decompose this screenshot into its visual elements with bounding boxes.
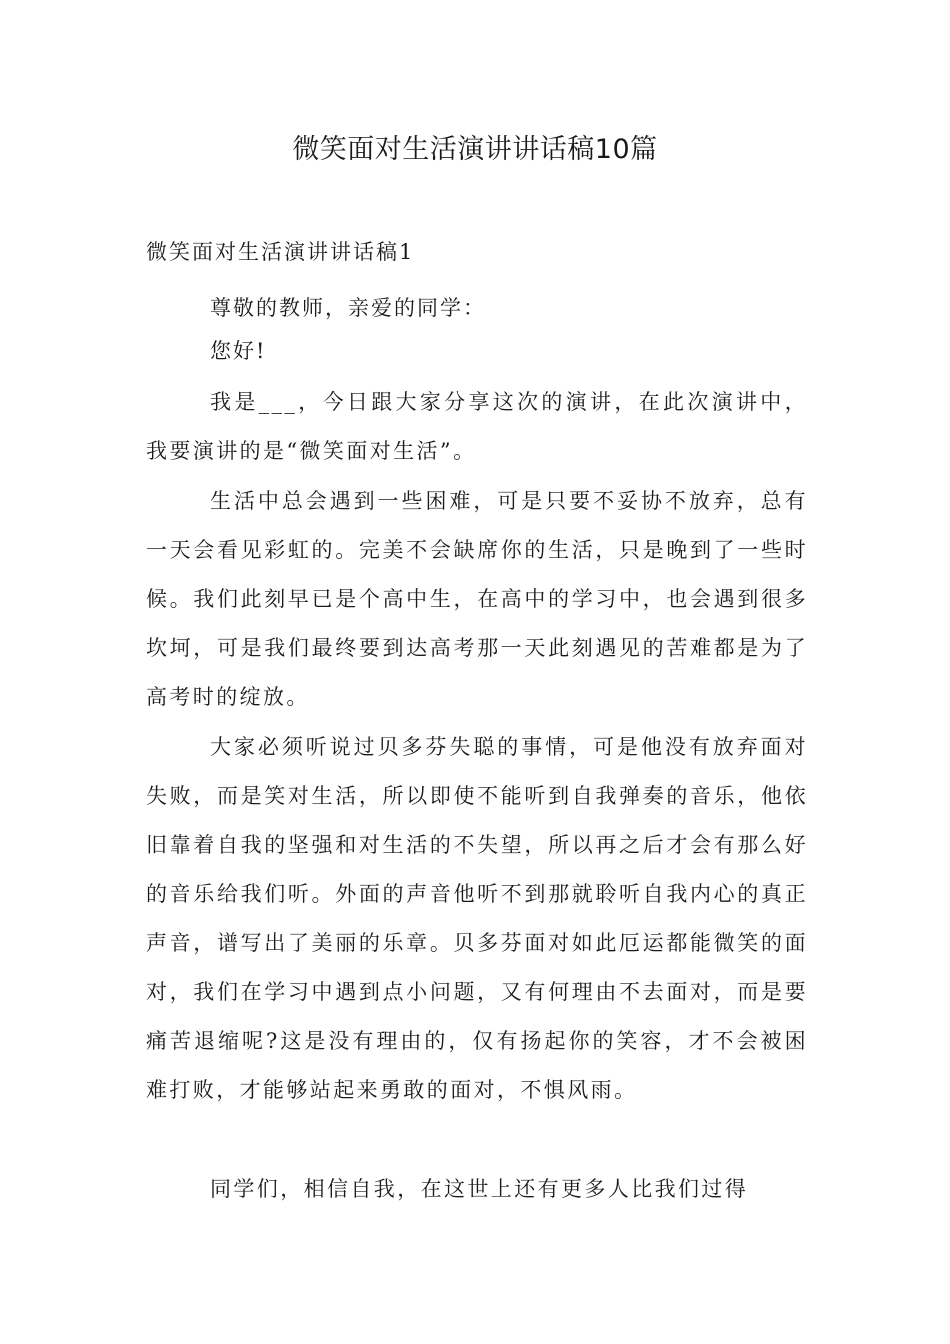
body-paragraph: 生活中总会遇到一些困难，可是只要不妥协不放弃，总有一天会看见彩虹的。完美不会缺席你的生活，只是晚到了一些时候。我们此刻早已是个高中生，在高中的学习中，也会遇到很多坎坷，可是我们最终要到达高考那一天此刻遇见的苦难都是为了高考时的绽放。 xyxy=(146,489,808,709)
greeting-paragraph: 您好! xyxy=(210,339,267,363)
section-heading: 微笑面对生活演讲讲话稿1 xyxy=(146,240,415,264)
body-paragraph: 同学们，相信自我，在这世上还有更多人比我们过得 xyxy=(210,1177,749,1201)
body-paragraph: 大家必须听说过贝多芬失聪的事情，可是他没有放弃面对失败，而是笑对生活，所以即使不能听到自我弹奏的音乐，他依旧靠着自我的坚强和对生活的不失望，所以再之后才会有那么好的音乐给我们听。外面的声音他听不到那就聆听自我内心的真正声音，谱写出了美丽的乐章。贝多芬面对如此厄运都能微笑的面对，我们在学习中遇到点小问题，又有何理由不去面对，而是要痛苦退缩呢?这是没有理由的，仅有扬起你的笑容，才不会被困难打败，才能够站起来勇敢的面对，不惧风雨。 xyxy=(146,735,808,1102)
body-paragraph: 我是___，今日跟大家分享这次的演讲，在此次演讲中，我要演讲的是“微笑面对生活”。 xyxy=(146,390,808,463)
document-title: 微笑面对生活演讲讲话稿10篇 xyxy=(292,134,658,165)
salutation-paragraph: 尊敬的教师，亲爱的同学： xyxy=(210,296,486,320)
